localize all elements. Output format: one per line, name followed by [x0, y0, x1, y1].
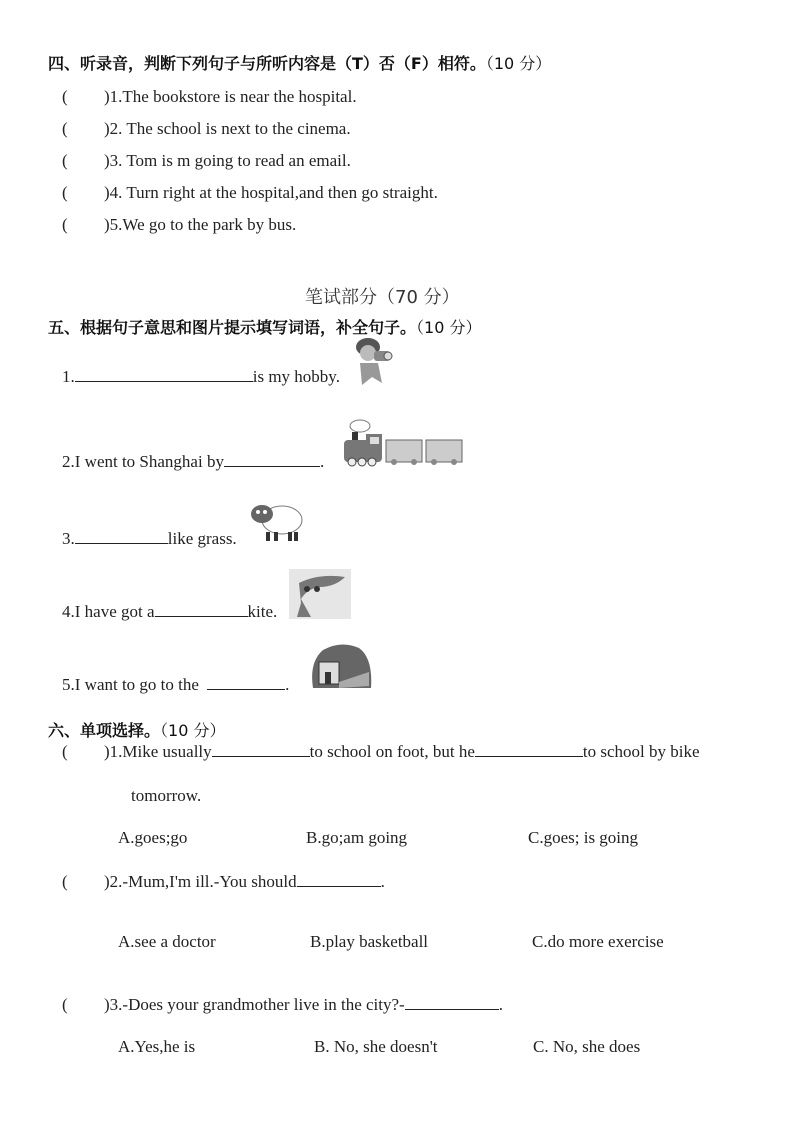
written-part-title: 笔试部分（70 分） [305, 287, 460, 308]
section-4-heading [48, 51, 551, 74]
mc-question [62, 995, 503, 1015]
answer-blank[interactable] [212, 755, 310, 757]
tf-item [62, 87, 357, 107]
fill-suffix: is my hobby. [252, 367, 340, 386]
section-5-points: （10 分） [416, 318, 482, 337]
answer-blank[interactable] [155, 615, 248, 617]
tf-item [62, 151, 351, 171]
sheep-icon [244, 496, 304, 548]
answer-paren[interactable]: ( [62, 995, 68, 1014]
option-c[interactable]: C.do more exercise [532, 932, 664, 951]
option-a[interactable]: A.Yes,he is [118, 1037, 196, 1056]
answer-paren[interactable]: ( [62, 87, 68, 106]
answer-blank[interactable] [75, 542, 168, 544]
answer-paren[interactable]: ( [62, 183, 68, 202]
option-b[interactable]: B.go;am going [306, 828, 408, 847]
question-text: )1.Mike usually [104, 742, 212, 761]
fill-suffix: kite. [247, 602, 278, 621]
answer-blank[interactable] [405, 1008, 499, 1010]
section-5-heading [48, 315, 481, 338]
answer-blank[interactable] [224, 465, 320, 467]
section-5-title: 五、根据句子意思和图片提示填写词语，补全句子。 [48, 318, 417, 337]
dragon-kite-icon [289, 569, 351, 619]
tf-item-text: )2. The school is next to the cinema. [104, 119, 351, 138]
section-6-points: （10 分） [160, 721, 226, 740]
fill-prefix: 1. [62, 367, 75, 386]
question-continuation: tomorrow. [131, 786, 202, 805]
option-a[interactable]: A.see a doctor [118, 932, 216, 951]
fill-item [62, 675, 289, 695]
fill-suffix: . [285, 675, 290, 694]
section-6-title: 六、单项选择。 [48, 721, 161, 740]
tf-item-text: )4. Turn right at the hospital,and then go straight. [104, 183, 438, 202]
mc-question [62, 872, 385, 892]
question-text: )2.-Mum,I'm ill.-You should [104, 872, 297, 891]
answer-paren[interactable]: ( [62, 151, 68, 170]
answer-blank[interactable] [207, 688, 285, 690]
question-text: to school on foot, but he [309, 742, 475, 761]
tf-item-text: )3. Tom is m going to read an email. [104, 151, 351, 170]
answer-paren[interactable]: ( [62, 742, 68, 761]
option-c[interactable]: C. No, she does [533, 1037, 641, 1056]
mc-question [62, 742, 700, 762]
tf-item-text: )1.The bookstore is near the hospital. [104, 87, 357, 106]
option-b[interactable]: B.play basketball [310, 932, 429, 951]
section-6-heading [48, 718, 225, 741]
question-text: . [380, 872, 385, 891]
fill-prefix: 5.I want to go to the [62, 675, 204, 694]
fill-suffix: . [319, 452, 325, 471]
great-wall-icon [309, 642, 373, 692]
option-c[interactable]: C.goes; is going [528, 828, 639, 847]
answer-paren[interactable]: ( [62, 872, 68, 891]
tf-item [62, 183, 438, 203]
option-b[interactable]: B. No, she doesn't [314, 1037, 438, 1056]
section-4-title: 四、听录音，判断下列句子与所听内容是（T）否（F）相符。 [48, 54, 486, 73]
tf-item-text: )5.We go to the park by bus. [104, 215, 297, 234]
answer-blank[interactable] [475, 755, 583, 757]
fill-item [62, 602, 277, 622]
answer-paren[interactable]: ( [62, 119, 68, 138]
girl-with-camera-icon [350, 337, 402, 387]
tf-item [62, 119, 351, 139]
fill-item [62, 367, 340, 387]
tf-item [62, 215, 296, 235]
question-text: to school by bike [582, 742, 700, 761]
fill-prefix: 3. [62, 529, 75, 548]
question-text: . [498, 995, 503, 1014]
fill-suffix: like grass. [167, 529, 237, 548]
fill-prefix: 4.I have got a [62, 602, 155, 621]
option-a[interactable]: A.goes;go [118, 828, 188, 847]
answer-blank[interactable] [297, 885, 381, 887]
section-4-points: （10 分） [485, 54, 552, 73]
answer-paren[interactable]: ( [62, 215, 68, 234]
fill-item [62, 452, 324, 472]
fill-prefix: 2.I went to Shanghai by [62, 452, 224, 471]
answer-blank[interactable] [75, 380, 253, 382]
train-icon [340, 418, 466, 470]
question-text: )3.-Does your grandmother live in the city?- [104, 995, 405, 1014]
fill-item [62, 529, 237, 549]
